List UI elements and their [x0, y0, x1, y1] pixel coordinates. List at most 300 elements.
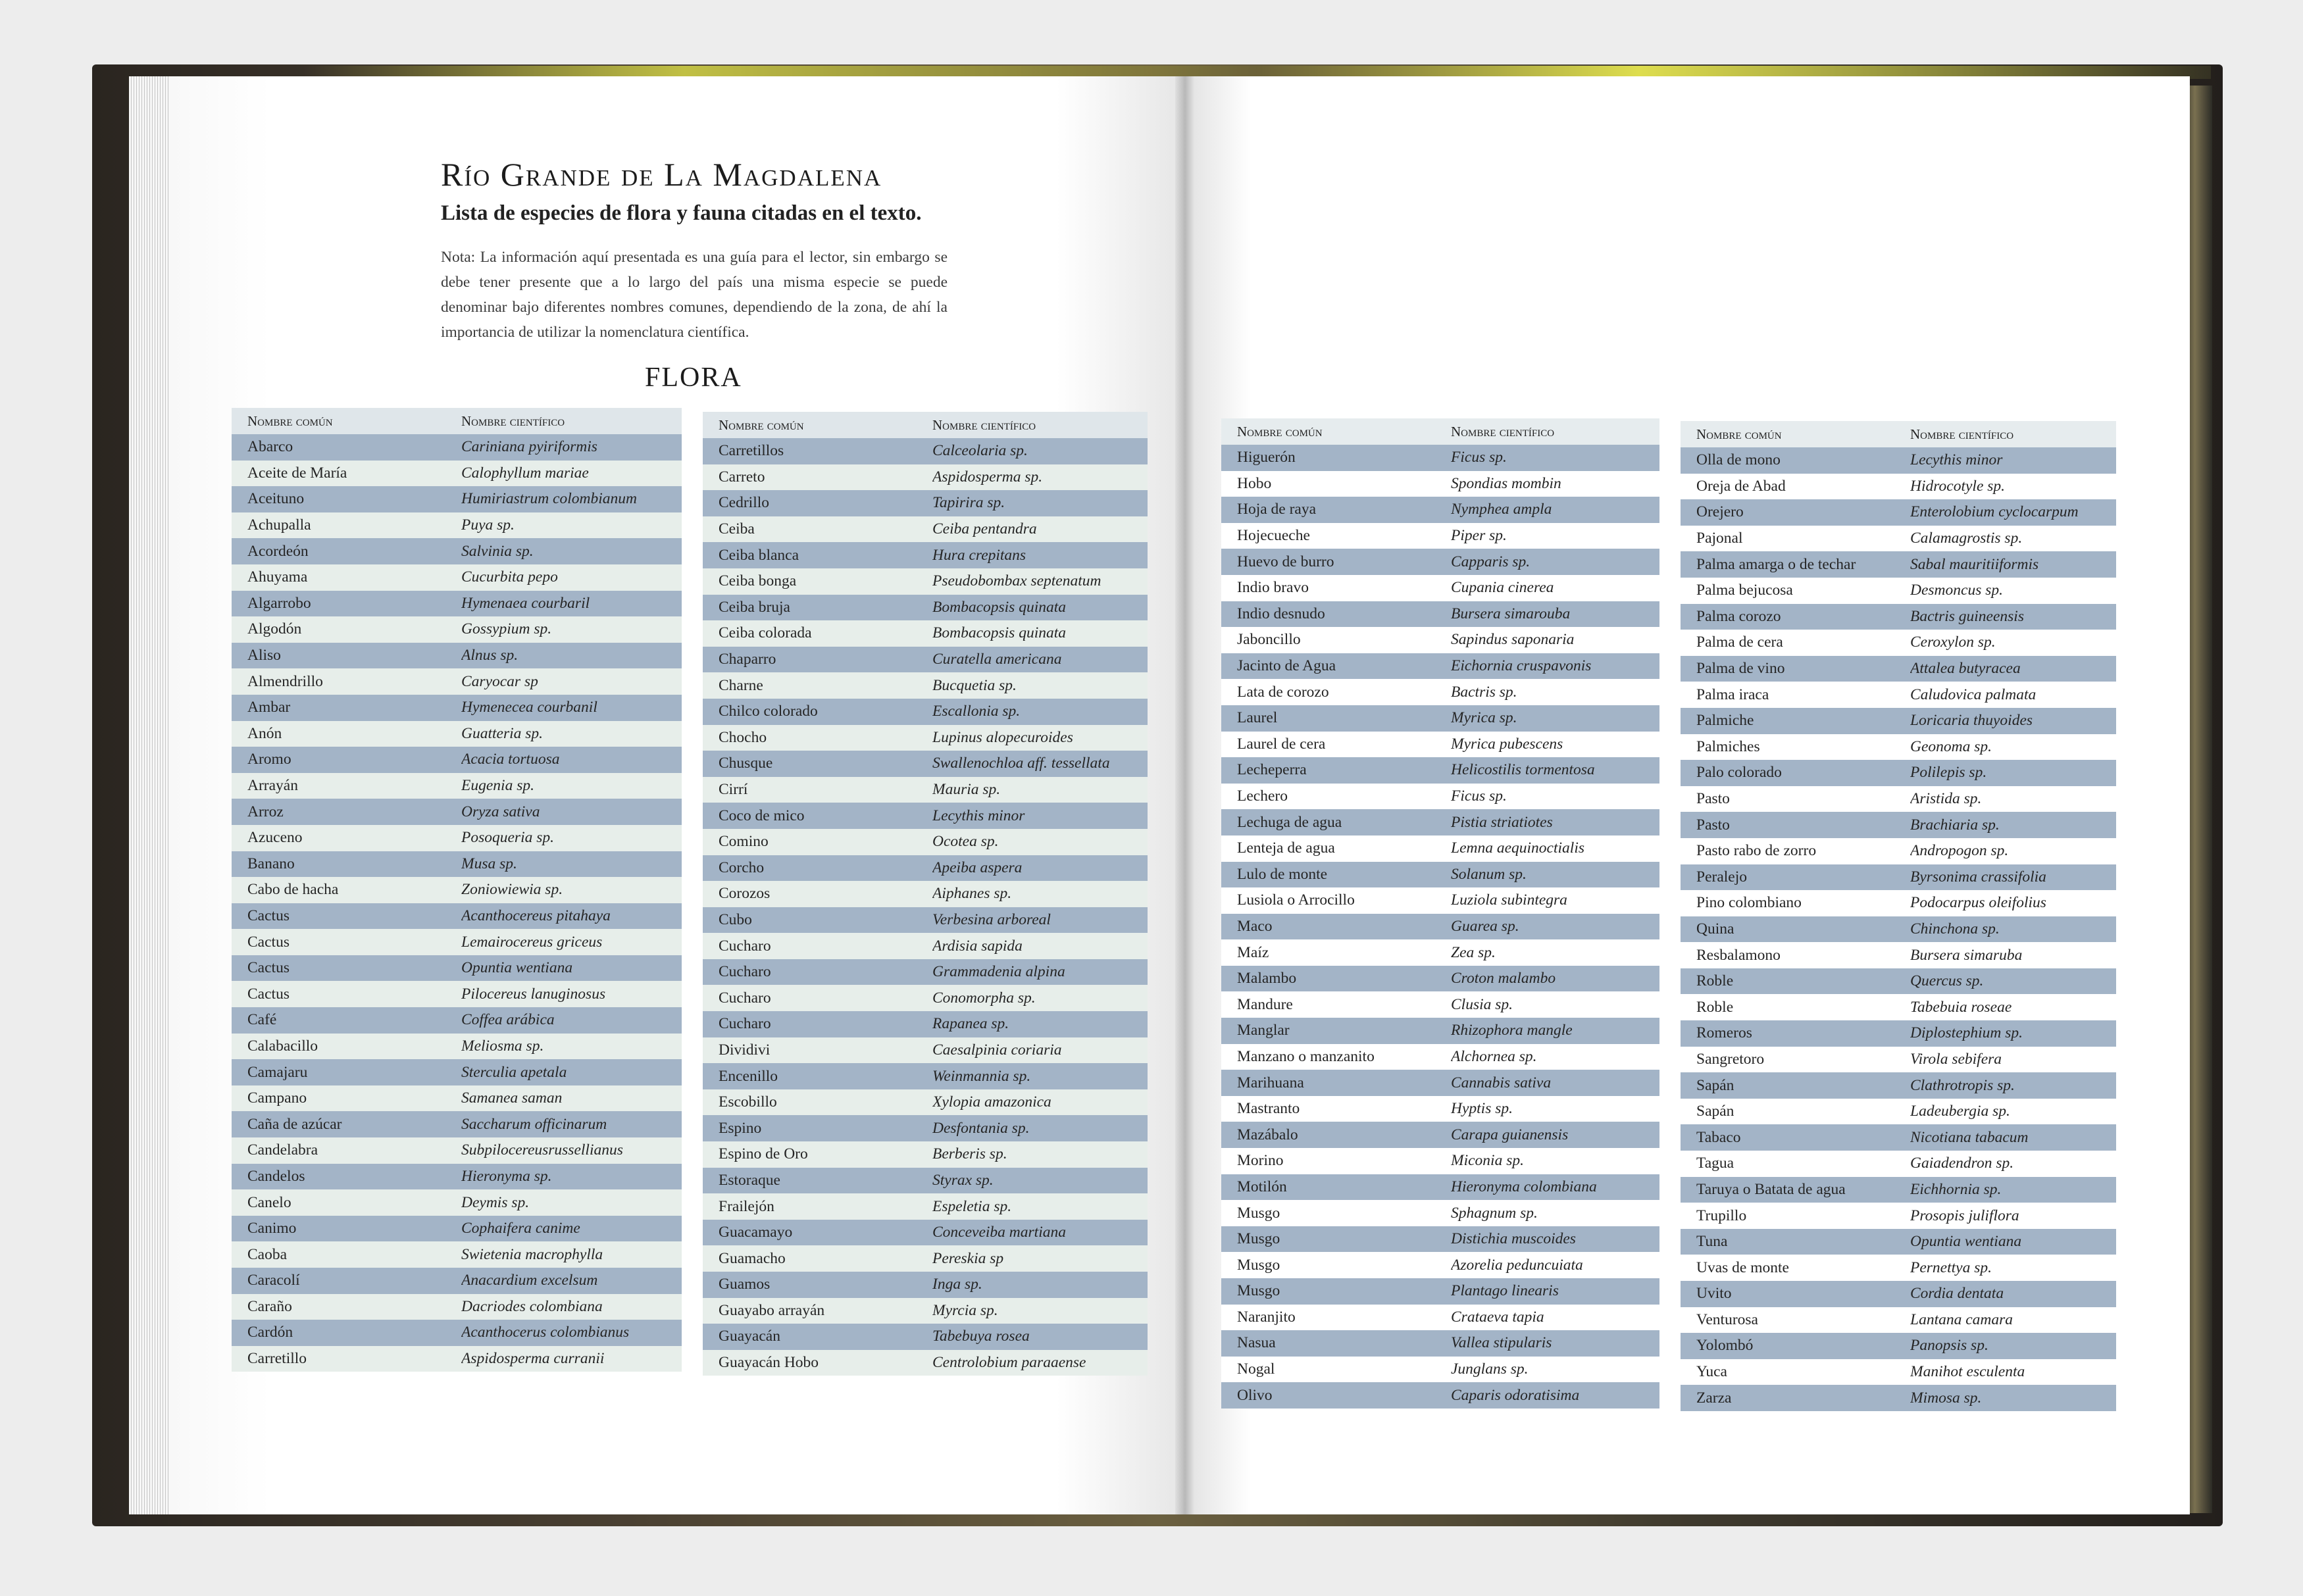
scientific-name-cell: Lantana camara — [1910, 1310, 2013, 1328]
scientific-name-cell: Zoniowiewia sp. — [461, 881, 563, 899]
common-name-cell: Peralejo — [1696, 868, 1747, 885]
common-name-cell: Camajaru — [247, 1063, 308, 1081]
common-name-cell: Cucharo — [719, 989, 771, 1007]
common-name-cell: Oreja de Abad — [1696, 477, 1786, 495]
common-name-cell: Ceiba colorada — [719, 624, 812, 642]
table-row — [232, 799, 682, 825]
table-row — [1681, 994, 2116, 1020]
table-row — [703, 1141, 1148, 1168]
common-name-cell: Mandure — [1237, 995, 1293, 1013]
table-row — [1681, 630, 2116, 656]
book-gutter — [1175, 76, 1195, 1514]
table-row — [1221, 809, 1659, 835]
scientific-name-cell: Azorelia peduncuiata — [1451, 1256, 1583, 1274]
common-name-cell: Hoja de raya — [1237, 501, 1317, 518]
scientific-name-cell: Ladeubergia sp. — [1910, 1103, 2010, 1120]
table-row — [1681, 838, 2116, 864]
common-name-cell: Arrayán — [247, 777, 298, 795]
common-name-cell: Cucharo — [719, 1015, 771, 1033]
common-name-cell: Sapán — [1696, 1076, 1734, 1094]
table-row — [703, 1245, 1148, 1272]
table-row — [1681, 1177, 2116, 1203]
species-table-column-2 — [703, 412, 1148, 1376]
common-name-cell: Calabacillo — [247, 1037, 318, 1055]
table-row — [1681, 734, 2116, 761]
scientific-name-cell: Samanea saman — [461, 1089, 563, 1107]
table-row — [232, 486, 682, 512]
table-row — [1221, 1357, 1659, 1383]
common-name-cell: Hojecueche — [1237, 527, 1310, 545]
scientific-name-cell: Chinchona sp. — [1910, 920, 2000, 937]
scientific-name-cell: Pistia striatiotes — [1451, 813, 1553, 831]
common-name-cell: Ceiba blanca — [719, 546, 799, 564]
table-row — [1681, 499, 2116, 526]
scientific-name-cell: Miconia sp. — [1451, 1152, 1524, 1170]
table-row — [703, 985, 1148, 1011]
table-row — [703, 1115, 1148, 1141]
table-row — [232, 903, 682, 930]
table-row — [1221, 1330, 1659, 1357]
common-name-cell: Aromo — [247, 751, 291, 768]
common-name-cell: Palma amarga o de techar — [1696, 555, 1856, 573]
common-name-cell: Lenteja de agua — [1237, 839, 1335, 857]
scientific-name-cell: Andropogon sp. — [1910, 842, 2009, 860]
common-name-cell: Pasto rabo de zorro — [1696, 842, 1817, 860]
table-row — [1221, 835, 1659, 862]
common-name-cell: Yuca — [1696, 1363, 1727, 1381]
header-scientific-name: Nombre científico — [932, 416, 1036, 433]
common-name-cell: Manzano o manzanito — [1237, 1047, 1375, 1065]
scientific-name-cell: Virola sebifera — [1910, 1050, 2002, 1068]
common-name-cell: Yolombó — [1696, 1337, 1754, 1355]
table-row — [703, 1089, 1148, 1116]
table-row — [232, 434, 682, 461]
table-row — [232, 1164, 682, 1190]
scientific-name-cell: Eichhornia sp. — [1910, 1180, 2002, 1198]
common-name-cell: Huevo de burro — [1237, 553, 1334, 570]
common-name-cell: Cucharo — [719, 937, 771, 955]
table-row — [232, 877, 682, 903]
scientific-name-cell: Curatella americana — [932, 651, 1062, 668]
scientific-name-cell: Anacardium excelsum — [461, 1272, 598, 1289]
table-row — [703, 516, 1148, 543]
common-name-cell: Taruya o Batata de agua — [1696, 1180, 1846, 1198]
scientific-name-cell: Acanthocerus colombianus — [461, 1324, 630, 1341]
scientific-name-cell: Pernettya sp. — [1910, 1259, 1992, 1276]
scientific-name-cell: Conceveiba martiana — [932, 1224, 1066, 1241]
common-name-cell: Lechero — [1237, 787, 1288, 805]
scientific-name-cell: Myrica pubescens — [1451, 735, 1563, 753]
table-row — [232, 773, 682, 799]
scientific-name-cell: Croton malambo — [1451, 970, 1556, 987]
common-name-cell: Cactus — [247, 933, 290, 951]
common-name-cell: Tabaco — [1696, 1128, 1741, 1146]
scientific-name-cell: Berberis sp. — [932, 1145, 1007, 1163]
scientific-name-cell: Gossypium sp. — [461, 620, 552, 638]
scientific-name-cell: Lecythis minor — [932, 807, 1025, 824]
table-row — [1681, 916, 2116, 943]
common-name-cell: Lechuga de agua — [1237, 813, 1342, 831]
common-name-cell: Olla de mono — [1696, 451, 1781, 469]
table-row — [1681, 890, 2116, 916]
scientific-name-cell: Ocotea sp. — [932, 833, 999, 851]
common-name-cell: Frailejón — [719, 1197, 774, 1215]
scientific-name-cell: Ficus sp. — [1451, 449, 1507, 466]
scientific-name-cell: Clathrotropis sp. — [1910, 1076, 2015, 1094]
common-name-cell: Resbalamono — [1696, 946, 1781, 964]
table-header — [703, 412, 1148, 438]
scientific-name-cell: Hidrocotyle sp. — [1910, 477, 2006, 495]
scientific-name-cell: Salvinia sp. — [461, 542, 534, 560]
scientific-name-cell: Lecythis minor — [1910, 451, 2003, 469]
common-name-cell: Roble — [1696, 998, 1734, 1016]
common-name-cell: Caraño — [247, 1297, 292, 1315]
page-edges — [129, 76, 174, 1514]
common-name-cell: Caña de azúcar — [247, 1115, 342, 1133]
scientific-name-cell: Bactris guineensis — [1910, 607, 2024, 625]
header-common-name: Nombre común — [1237, 423, 1323, 439]
table-row — [232, 564, 682, 591]
scientific-name-cell: Luziola subintegra — [1451, 891, 1567, 909]
scientific-name-cell: Caparis odoratisima — [1451, 1386, 1580, 1404]
table-row — [1221, 497, 1659, 523]
table-row — [232, 1034, 682, 1060]
common-name-cell: Aceite de María — [247, 464, 347, 482]
common-name-cell: Quina — [1696, 920, 1734, 937]
common-name-cell: Chusque — [719, 755, 773, 772]
scientific-name-cell: Sabal mauritiiformis — [1910, 555, 2039, 573]
scientific-name-cell: Cophaifera canime — [461, 1220, 580, 1237]
common-name-cell: Guayacán — [719, 1328, 780, 1345]
scientific-name-cell: Clusia sp. — [1451, 995, 1513, 1013]
header-scientific-name: Nombre científico — [1910, 426, 2014, 442]
scientific-name-cell: Ardisia sapida — [932, 937, 1023, 955]
table-row — [232, 1189, 682, 1216]
common-name-cell: Anón — [247, 724, 282, 742]
scientific-name-cell: Weinmannia sp. — [932, 1067, 1031, 1085]
common-name-cell: Algarrobo — [247, 594, 311, 612]
table-row — [1681, 1255, 2116, 1281]
table-row — [232, 929, 682, 955]
scientific-name-cell: Centrolobium paraaense — [932, 1354, 1086, 1372]
table-row — [1221, 1200, 1659, 1226]
table-row — [703, 777, 1148, 803]
table-row — [1681, 708, 2116, 734]
scientific-name-cell: Acanthocereus pitahaya — [461, 907, 611, 924]
scientific-name-cell: Prosopis juliflora — [1910, 1207, 2019, 1224]
note-paragraph: Nota: La información aquí presentada es una guía para el lector, sin embargo se debe tener presente que a lo largo del país una misma especie se puede denominar bajo diferentes nombres comunes, dependiendo de la zona, de ahí la importancia de utilizar la nomenclatura científica. — [441, 249, 948, 341]
table-row — [232, 1007, 682, 1034]
common-name-cell: Nogal — [1237, 1360, 1275, 1378]
table-row — [1221, 1174, 1659, 1201]
table-row — [703, 490, 1148, 516]
table-row — [1221, 601, 1659, 628]
table-row — [703, 1011, 1148, 1037]
common-name-cell: Azuceno — [247, 829, 303, 847]
table-header — [1221, 418, 1659, 445]
scientific-name-cell: Rhizophora mangle — [1451, 1022, 1573, 1039]
common-name-cell: Palma corozo — [1696, 607, 1781, 625]
table-row — [232, 512, 682, 539]
scientific-name-cell: Aiphanes sp. — [932, 885, 1012, 903]
common-name-cell: Arroz — [247, 803, 284, 820]
scientific-name-cell: Apeiba aspera — [932, 859, 1023, 876]
scientific-name-cell: Enterolobium cyclocarpum — [1910, 503, 2079, 521]
table-row — [1681, 812, 2116, 838]
table-row — [703, 464, 1148, 491]
table-row — [232, 1216, 682, 1242]
common-name-cell: Marihuana — [1237, 1074, 1304, 1091]
scientific-name-cell: Ceroxylon sp. — [1910, 634, 1996, 651]
scientific-name-cell: Pseudobombax septenatum — [932, 572, 1101, 590]
table-row — [232, 1294, 682, 1320]
table-row — [1221, 1070, 1659, 1096]
common-name-cell: Higuerón — [1237, 449, 1296, 466]
common-name-cell: Lecheperra — [1237, 761, 1307, 779]
scientific-name-cell: Capparis sp. — [1451, 553, 1531, 570]
table-row — [1221, 966, 1659, 992]
table-row — [1221, 549, 1659, 575]
common-name-cell: Pino colombiano — [1696, 894, 1802, 912]
table-row — [1681, 578, 2116, 604]
scientific-name-cell: Aspidosperma curranii — [461, 1350, 605, 1368]
scientific-name-cell: Humiriastrum colombianum — [461, 490, 637, 508]
scientific-name-cell: Tabebuia roseae — [1910, 998, 2012, 1016]
table-row — [703, 1272, 1148, 1298]
scientific-name-cell: Inga sp. — [932, 1276, 982, 1293]
section-heading-flora: FLORA — [645, 362, 742, 393]
common-name-cell: Manglar — [1237, 1022, 1290, 1039]
scientific-name-cell: Bombacopsis quinata — [932, 624, 1067, 642]
scientific-name-cell: Guatteria sp. — [461, 724, 544, 742]
scientific-name-cell: Swietenia macrophylla — [461, 1245, 603, 1263]
scientific-name-cell: Sapindus saponaria — [1451, 631, 1575, 649]
scientific-name-cell: Hieronyma sp. — [461, 1167, 552, 1185]
table-row — [1221, 523, 1659, 549]
table-row — [232, 747, 682, 773]
common-name-cell: Cirrí — [719, 781, 748, 799]
scientific-name-cell: Espeletia sp. — [932, 1197, 1012, 1215]
scientific-name-cell: Distichia muscoides — [1451, 1230, 1576, 1248]
common-name-cell: Escobillo — [719, 1093, 777, 1111]
scientific-name-cell: Escallonia sp. — [932, 703, 1021, 720]
scientific-name-cell: Eichornia cruspavonis — [1451, 657, 1592, 675]
scientific-name-cell: Subpilocereusrussellianus — [461, 1141, 623, 1159]
table-row — [1221, 653, 1659, 680]
table-row — [1221, 1305, 1659, 1331]
table-row — [1681, 474, 2116, 500]
scientific-name-cell: Bucquetia sp. — [932, 676, 1017, 694]
scientific-name-cell: Pilocereus lanuginosus — [461, 985, 606, 1003]
common-name-cell: Musgo — [1237, 1282, 1280, 1300]
common-name-cell: Indio desnudo — [1237, 605, 1325, 622]
table-row — [232, 1111, 682, 1137]
scientific-name-cell: Lemna aequinoctialis — [1451, 839, 1584, 857]
scientific-name-cell: Hieronyma colombiana — [1451, 1178, 1597, 1195]
scientific-name-cell: Brachiaria sp. — [1910, 816, 2000, 834]
common-name-cell: Malambo — [1237, 970, 1297, 987]
table-row — [1681, 682, 2116, 708]
table-row — [1221, 705, 1659, 732]
common-name-cell: Mastranto — [1237, 1100, 1300, 1118]
common-name-cell: Hobo — [1237, 474, 1272, 492]
table-row — [703, 620, 1148, 647]
table-row — [703, 1193, 1148, 1220]
table-header — [1681, 421, 2116, 447]
common-name-cell: Palma de vino — [1696, 660, 1785, 678]
common-name-cell: Roble — [1696, 972, 1734, 990]
scientific-name-cell: Puya sp. — [461, 516, 515, 534]
common-name-cell: Banano — [247, 855, 295, 872]
scientific-name-cell: Aspidosperma sp. — [932, 468, 1043, 486]
common-name-cell: Musgo — [1237, 1230, 1280, 1248]
scientific-name-cell: Cucurbita pepo — [461, 568, 558, 586]
table-row — [1681, 760, 2116, 786]
scientific-name-cell: Panopsis sp. — [1910, 1337, 1988, 1355]
table-header — [232, 408, 682, 434]
table-row — [1681, 1229, 2116, 1255]
common-name-cell: Comino — [719, 833, 769, 851]
table-row — [1681, 786, 2116, 812]
table-row — [1221, 575, 1659, 601]
table-row — [1221, 1122, 1659, 1148]
table-row — [232, 1137, 682, 1164]
common-name-cell: Palma iraca — [1696, 686, 1769, 703]
common-name-cell: Nasua — [1237, 1334, 1276, 1352]
common-name-cell: Lusiola o Arrocillo — [1237, 891, 1355, 909]
scientific-name-cell: Lupinus alopecuroides — [932, 728, 1073, 746]
scientific-name-cell: Pereskia sp — [932, 1249, 1004, 1267]
table-row — [1221, 757, 1659, 784]
scientific-name-cell: Desmoncus sp. — [1910, 582, 2003, 599]
scientific-name-cell: Ceiba pentandra — [932, 520, 1037, 538]
common-name-cell: Jacinto de Agua — [1237, 657, 1336, 675]
common-name-cell: Guamacho — [719, 1249, 786, 1267]
table-row — [232, 1085, 682, 1112]
header-scientific-name: Nombre científico — [461, 412, 565, 429]
page-title: Río Grande de La Magdalena — [441, 156, 882, 193]
scientific-name-cell: Desfontania sp. — [932, 1119, 1030, 1137]
common-name-cell: Orejero — [1696, 503, 1744, 521]
scientific-name-cell: Meliosma sp. — [461, 1037, 544, 1055]
scientific-name-cell: Xylopia amazonica — [932, 1093, 1051, 1111]
table-row — [703, 959, 1148, 985]
header-common-name: Nombre común — [247, 412, 333, 429]
scientific-name-cell: Hura crepitans — [932, 546, 1026, 564]
scientific-name-cell: Alchornea sp. — [1451, 1047, 1537, 1065]
scientific-name-cell: Caryocar sp — [461, 672, 538, 690]
table-row — [703, 1298, 1148, 1324]
table-row — [703, 595, 1148, 621]
table-row — [1221, 679, 1659, 705]
scientific-name-cell: Helicostilis tormentosa — [1451, 761, 1595, 779]
common-name-cell: Café — [247, 1011, 277, 1029]
table-row — [1681, 942, 2116, 968]
table-row — [232, 1241, 682, 1268]
table-row — [1681, 968, 2116, 995]
common-name-cell: Charne — [719, 676, 763, 694]
table-row — [703, 725, 1148, 751]
common-name-cell: Carretillo — [247, 1350, 307, 1368]
scientific-name-cell: Attalea butyracea — [1910, 660, 2021, 678]
table-row — [232, 851, 682, 878]
scientific-name-cell: Byrsonima crassifolia — [1910, 868, 2046, 885]
common-name-cell: Carretillos — [719, 442, 784, 460]
table-row — [1221, 784, 1659, 810]
table-row — [1221, 1096, 1659, 1122]
scientific-name-cell: Diplostephium sp. — [1910, 1024, 2023, 1042]
scientific-name-cell: Bursera simarouba — [1451, 605, 1571, 622]
table-row — [1681, 1151, 2116, 1177]
common-name-cell: Estoraque — [719, 1171, 780, 1189]
scientific-name-cell: Polilepis sp. — [1910, 764, 1987, 782]
scientific-name-cell: Myrcia sp. — [932, 1301, 998, 1319]
table-row — [703, 1168, 1148, 1194]
table-row — [232, 955, 682, 982]
common-name-cell: Musgo — [1237, 1204, 1280, 1222]
table-row — [703, 1037, 1148, 1064]
common-name-cell: Chilco colorado — [719, 703, 818, 720]
page-subtitle: Lista de especies de flora y fauna citadas en el texto. — [441, 201, 922, 225]
common-name-cell: Aliso — [247, 647, 281, 664]
table-row — [1221, 1252, 1659, 1278]
common-name-cell: Lata de corozo — [1237, 683, 1329, 701]
scientific-name-cell: Rapanea sp. — [932, 1015, 1009, 1033]
table-row — [1681, 1307, 2116, 1334]
scientific-name-cell: Musa sp. — [461, 855, 517, 872]
common-name-cell: Abarco — [247, 438, 293, 456]
table-row — [703, 542, 1148, 568]
common-name-cell: Candelos — [247, 1167, 305, 1185]
scientific-name-cell: Posoqueria sp. — [461, 829, 554, 847]
table-row — [1221, 1148, 1659, 1174]
common-name-cell: Mazábalo — [1237, 1126, 1298, 1143]
table-row — [232, 643, 682, 669]
common-name-cell: Laurel de cera — [1237, 735, 1326, 753]
header-common-name: Nombre común — [1696, 426, 1782, 442]
table-row — [703, 647, 1148, 673]
table-row — [1221, 862, 1659, 888]
scientific-name-cell: Quercus sp. — [1910, 972, 1984, 990]
scientific-name-cell: Carapa guianensis — [1451, 1126, 1569, 1143]
table-row — [1681, 1124, 2116, 1151]
header-scientific-name: Nombre científico — [1451, 423, 1555, 439]
table-row — [1681, 1281, 2116, 1307]
table-row — [1221, 627, 1659, 653]
scientific-name-cell: Cordia dentata — [1910, 1285, 2004, 1303]
scientific-name-cell: Piper sp. — [1451, 527, 1507, 545]
table-row — [232, 1059, 682, 1085]
table-row — [232, 825, 682, 851]
scientific-name-cell: Podocarpus oleifolius — [1910, 894, 2046, 912]
common-name-cell: Canimo — [247, 1220, 297, 1237]
table-row — [1221, 471, 1659, 497]
scientific-name-cell: Alnus sp. — [461, 647, 519, 664]
common-name-cell: Naranjito — [1237, 1308, 1296, 1326]
common-name-cell: Caoba — [247, 1245, 288, 1263]
table-row — [1221, 991, 1659, 1018]
common-name-cell: Jaboncillo — [1237, 631, 1301, 649]
scientific-name-cell: Spondias mombin — [1451, 474, 1561, 492]
scientific-name-cell: Bombacopsis quinata — [932, 598, 1067, 616]
common-name-cell: Sangretoro — [1696, 1050, 1765, 1068]
table-row — [1221, 445, 1659, 471]
common-name-cell: Guayacán Hobo — [719, 1354, 819, 1372]
table-row — [232, 981, 682, 1007]
scientific-name-cell: Manihot esculenta — [1910, 1363, 2025, 1381]
table-row — [703, 1324, 1148, 1350]
scientific-name-cell: Cariniana pyiriformis — [461, 438, 597, 456]
